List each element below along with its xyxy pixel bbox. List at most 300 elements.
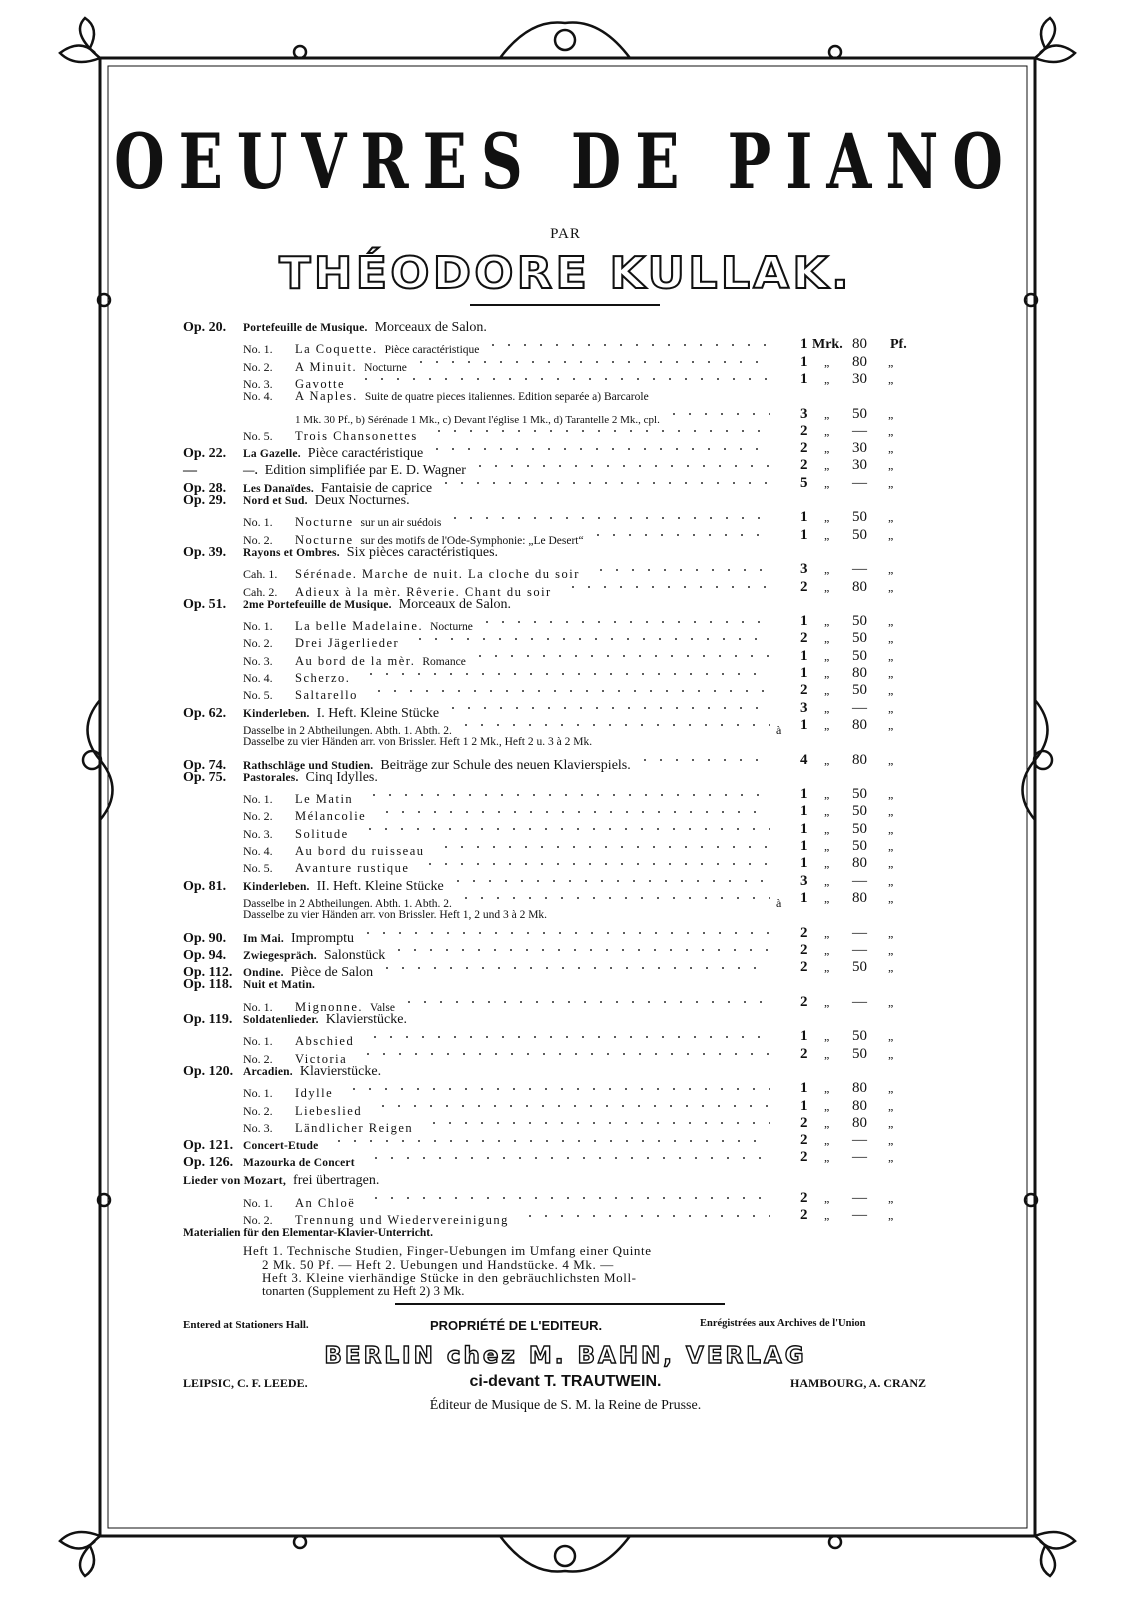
former-publisher: ci-devant T. TRAUTWEIN. xyxy=(469,1373,662,1390)
catalog-row xyxy=(183,336,908,357)
price-pfennig: 80 xyxy=(852,1114,867,1131)
price-marks: 2 xyxy=(800,1132,808,1149)
ditto-mark: „ xyxy=(888,821,894,836)
price-marks: 2 xyxy=(800,422,808,439)
price-marks: 2 xyxy=(800,1189,808,1206)
price xyxy=(790,873,908,890)
price-pfennig: — xyxy=(852,1149,867,1166)
item-description: I. Heft. Kleine Stücke xyxy=(316,705,440,721)
catalog-row xyxy=(183,872,908,894)
registered-note: Enrégistrées aux Archives de l'Union xyxy=(700,1318,866,1329)
dot-leader xyxy=(458,896,770,900)
dot-leader xyxy=(346,1087,770,1091)
composer-name: THÉODORE KULLAK. xyxy=(279,248,852,299)
item-title: Solitude xyxy=(295,826,349,841)
price xyxy=(790,336,908,353)
price-pfennig: — xyxy=(852,1189,867,1206)
item-title: Au bord de la mèr. xyxy=(295,653,416,668)
price-pfennig: 50 xyxy=(852,1028,867,1045)
opus-number: Op. 39. xyxy=(183,544,227,560)
catalog-row xyxy=(183,1189,908,1210)
ditto-mark: „ xyxy=(824,423,830,438)
price-pfennig: 50 xyxy=(852,959,867,976)
work-title: Les Danaïdes. xyxy=(243,482,314,495)
dot-leader xyxy=(331,1139,770,1143)
work-title: Concert-Etude xyxy=(243,1140,319,1153)
dot-leader xyxy=(472,464,770,468)
catalog-row xyxy=(183,492,908,509)
price-marks: 2 xyxy=(800,630,808,647)
ditto-mark: „ xyxy=(888,1190,894,1205)
item-title: Sérénade. Marche de nuit. La cloche du soir xyxy=(295,567,580,582)
ditto-mark: „ xyxy=(824,994,830,1009)
royal-appointment: Éditeur de Musique de S. M. la Reine de Prusse. xyxy=(429,1398,702,1413)
price-marks: 2 xyxy=(800,578,808,595)
item-number: No. 2. xyxy=(243,636,273,651)
item-number: No. 2. xyxy=(243,1213,273,1227)
item-title: Abschied xyxy=(295,1034,355,1049)
ditto-mark: „ xyxy=(824,1115,830,1130)
price xyxy=(790,994,908,1011)
price-pfennig: 80 xyxy=(852,353,867,370)
item-description: II. Heft. Kleine Stücke xyxy=(316,878,444,894)
item-number: No. 2. xyxy=(243,359,273,374)
ditto-mark: „ xyxy=(824,527,830,542)
divider-ornament xyxy=(470,304,660,306)
ditto-mark: „ xyxy=(824,804,830,819)
catalog-row xyxy=(183,1149,908,1171)
ditto-mark: „ xyxy=(824,579,830,594)
ditto-mark: „ xyxy=(888,890,894,905)
item-number: No. 2. xyxy=(243,809,273,824)
price-marks: 1 xyxy=(800,820,808,837)
each-marker: à xyxy=(776,895,782,910)
price xyxy=(790,1080,908,1097)
ditto-mark: „ xyxy=(888,1046,894,1061)
materialien-line: Heft 1. Technische Studien, Finger-Uebungen im Umfang einer Quinte xyxy=(243,1243,652,1258)
ditto-mark: „ xyxy=(888,648,894,663)
work-title: Pastorales. xyxy=(243,771,299,784)
ditto-mark: „ xyxy=(824,925,830,940)
price xyxy=(790,630,908,647)
price xyxy=(790,821,908,838)
catalog-row xyxy=(183,544,908,561)
catalog-row xyxy=(183,838,908,858)
opus-number: — xyxy=(183,463,197,479)
price xyxy=(790,959,908,976)
item-number: No. 1. xyxy=(243,515,273,530)
leipzig-agent: LEIPSIC, C. F. LEEDE. xyxy=(183,1376,308,1390)
dot-leader xyxy=(429,447,770,451)
item-number: No. 1. xyxy=(243,1034,273,1049)
dot-leader xyxy=(666,412,770,416)
item-number: No. 3. xyxy=(243,653,273,668)
item-description: Impromptu xyxy=(291,930,355,946)
price-marks: 3 xyxy=(800,699,808,716)
price xyxy=(790,561,908,578)
catalog-row xyxy=(183,993,908,1014)
catalog-row xyxy=(183,319,908,336)
ditto-mark: „ xyxy=(824,458,830,473)
price xyxy=(790,1207,908,1224)
catalog-row xyxy=(183,1063,908,1080)
dot-leader xyxy=(360,1052,770,1056)
price-pfennig: 50 xyxy=(852,405,867,422)
item-description: Fantaisie de caprice xyxy=(320,480,433,496)
price-pfennig: 30 xyxy=(852,370,867,387)
ditto-mark: „ xyxy=(888,423,894,438)
price xyxy=(790,1046,908,1063)
ditto-mark: „ xyxy=(824,1098,830,1113)
mark-unit: Mrk. xyxy=(812,337,843,353)
price-pfennig: 80 xyxy=(852,1080,867,1097)
materialien-line: tonarten (Supplement zu Heft 2) 3 Mk. xyxy=(262,1283,465,1298)
item-title: Avanture rustique xyxy=(295,861,410,876)
catalog-row xyxy=(183,422,908,443)
price-marks: 2 xyxy=(800,1045,808,1062)
opus-number: Op. 74. xyxy=(183,757,227,773)
work-title: La Gazelle. xyxy=(243,448,301,461)
dot-leader xyxy=(367,1035,770,1039)
item-number: No. 1. xyxy=(243,999,273,1014)
ditto-mark: „ xyxy=(824,475,830,490)
price-marks: 2 xyxy=(800,1149,808,1166)
price xyxy=(790,423,908,440)
dot-leader xyxy=(366,793,770,797)
price xyxy=(790,786,908,803)
item-title: Le Matin xyxy=(295,792,354,807)
price-marks: 2 xyxy=(800,959,808,976)
price xyxy=(790,613,908,630)
item-number: No. 4. xyxy=(243,844,273,858)
ditto-mark: „ xyxy=(824,614,830,629)
price-marks: 1 xyxy=(800,786,808,803)
item-number: No. 4. xyxy=(243,671,273,685)
dot-leader xyxy=(412,637,770,641)
ditto-mark: „ xyxy=(824,406,830,421)
price-marks: 1 xyxy=(800,665,808,681)
dot-leader xyxy=(368,1196,770,1200)
price xyxy=(790,1098,908,1115)
price-marks: 1 xyxy=(800,1028,808,1045)
price-marks: 3 xyxy=(800,872,808,889)
catalog-row xyxy=(183,665,908,685)
catalog-row xyxy=(183,474,908,496)
ditto-mark: „ xyxy=(888,527,894,542)
price-marks: 1 xyxy=(800,803,808,820)
property-note: PROPRIÉTÉ DE L'EDITEUR. xyxy=(430,1318,603,1333)
catalog-row xyxy=(183,820,908,841)
catalog-row xyxy=(183,370,908,391)
catalog-row xyxy=(183,405,908,426)
price xyxy=(790,717,908,734)
page-title: OEUVRES DE PIANO xyxy=(114,118,1017,207)
price-pfennig: 80 xyxy=(852,665,867,681)
price-marks: 2 xyxy=(800,682,808,699)
price-pfennig: 50 xyxy=(852,1045,867,1062)
item-title: A Naples. xyxy=(295,389,358,404)
work-title: Portefeuille de Musique. xyxy=(243,322,368,334)
price-pfennig: 50 xyxy=(852,613,867,630)
catalog-row xyxy=(183,596,908,613)
item-description: sur un air suédois xyxy=(360,517,442,530)
catalog-row xyxy=(183,699,908,721)
hamburg-agent: HAMBOURG, A. CRANZ xyxy=(790,1376,927,1390)
ditto-mark: „ xyxy=(824,354,830,369)
ditto-mark: „ xyxy=(824,856,830,871)
price-pfennig: 50 xyxy=(852,803,867,820)
ditto-mark: „ xyxy=(888,717,894,732)
item-description: Cinq Idylles. xyxy=(305,769,378,785)
work-title: 2me Portefeuille de Musique. xyxy=(243,598,392,611)
ditto-mark: „ xyxy=(824,839,830,853)
ditto-mark: „ xyxy=(824,821,830,836)
catalog-row xyxy=(183,959,908,981)
item-title: La belle Madelaine. xyxy=(295,619,424,634)
item-description: Salonstück xyxy=(323,947,386,963)
work-title: Im Mai. xyxy=(243,932,285,945)
item-title: Adieux à la mèr. Rêverie. Chant du soir xyxy=(295,584,552,599)
dot-leader xyxy=(450,879,770,883)
price-pfennig: 80 xyxy=(852,716,867,733)
ditto-mark: „ xyxy=(888,752,894,767)
ditto-mark: „ xyxy=(888,700,894,715)
catalog-row xyxy=(183,561,908,582)
ditto-mark: „ xyxy=(824,752,830,767)
dot-leader xyxy=(391,948,770,952)
price-marks: 1 xyxy=(800,1080,808,1097)
dot-leader xyxy=(445,706,770,710)
price xyxy=(790,1149,908,1166)
item-number: No. 2. xyxy=(243,1051,273,1066)
item-description: Nocturne xyxy=(364,361,407,374)
price-marks: 1 xyxy=(800,370,808,387)
price-marks: 1 xyxy=(800,613,808,630)
price-pfennig: 50 xyxy=(852,526,867,543)
item-note: Dasselbe zu vier Händen arr. von Brissler. Heft 1, 2 und 3 à 2 Mk. xyxy=(243,909,548,922)
ditto-mark: „ xyxy=(888,839,894,853)
price-marks: 2 xyxy=(800,1114,808,1131)
price-pfennig: 80 xyxy=(852,1097,867,1114)
item-description: Morceaux de Salon. xyxy=(374,320,487,335)
catalog-row xyxy=(183,751,908,773)
item-note: Dasselbe zu vier Händen arr. von Brissler. Heft 1 2 Mk., Heft 2 u. 3 à 2 Mk. xyxy=(243,736,593,749)
catalog-row xyxy=(183,889,908,910)
dot-leader xyxy=(438,845,770,849)
ditto-mark: „ xyxy=(888,804,894,819)
dot-leader xyxy=(447,516,770,520)
item-description: Klavierstücke. xyxy=(299,1063,382,1079)
work-title: Soldatenlieder. xyxy=(243,1014,319,1026)
opus-number: Op. 22. xyxy=(183,446,227,462)
opus-number: Op. 90. xyxy=(183,930,227,946)
catalog-row xyxy=(183,907,908,924)
dot-leader xyxy=(379,810,770,814)
catalog-row xyxy=(183,786,908,807)
catalog-row xyxy=(183,803,908,824)
price-marks: 5 xyxy=(800,474,808,491)
catalog-row xyxy=(183,1097,908,1118)
price-pfennig: — xyxy=(852,1132,867,1149)
price-pfennig: 80 xyxy=(852,751,867,768)
price-marks: 1 xyxy=(800,353,808,370)
divider-ornament xyxy=(395,1303,725,1305)
price xyxy=(790,838,908,855)
ditto-mark: „ xyxy=(888,1081,894,1096)
dot-leader xyxy=(379,966,770,970)
dot-leader xyxy=(522,1214,770,1218)
item-description: Klavierstücke. xyxy=(325,1012,407,1027)
item-number: No. 3. xyxy=(243,376,273,391)
ditto-mark: „ xyxy=(824,1190,830,1205)
item-title: Mignonne. xyxy=(295,999,364,1014)
dot-leader xyxy=(593,568,770,572)
item-description: Suite de quatre pieces italiennes. Edition separée a) Barcarole xyxy=(364,391,649,404)
ditto-mark: „ xyxy=(824,1081,830,1096)
dot-leader xyxy=(590,533,770,537)
item-description: Beiträge zur Schule des neuen Klavierspiels. xyxy=(380,757,631,773)
work-title: Ondine. xyxy=(243,967,284,980)
item-title: Ländlicher Reigen xyxy=(295,1120,414,1135)
item-description: Deux Nocturnes. xyxy=(314,493,410,508)
item-number: No. 1. xyxy=(243,342,273,357)
catalog-row xyxy=(183,716,908,737)
price-marks: 2 xyxy=(800,457,808,474)
catalog-row xyxy=(183,578,908,599)
price-marks: 1 xyxy=(800,889,808,906)
price xyxy=(790,406,908,423)
dot-leader xyxy=(479,620,770,624)
dot-leader xyxy=(360,931,770,935)
item-title: Scherzo. xyxy=(295,671,351,685)
catalog-row xyxy=(183,855,908,876)
item-description: Nocturne xyxy=(430,621,473,634)
ditto-mark: „ xyxy=(824,631,830,646)
dot-leader xyxy=(637,758,770,762)
price-pfennig: — xyxy=(852,474,867,491)
price-marks: 1 xyxy=(800,1097,808,1114)
item-note: Dasselbe in 2 Abtheilungen. Abth. 1. Abth. 2. xyxy=(243,724,452,737)
ditto-mark: „ xyxy=(824,717,830,732)
ditto-mark: „ xyxy=(888,371,894,386)
ditto-mark: „ xyxy=(888,562,894,577)
dot-leader xyxy=(363,672,770,676)
ditto-mark: „ xyxy=(888,1115,894,1130)
item-number: Cah. 1. xyxy=(243,567,278,582)
catalog-row xyxy=(183,769,908,786)
price-marks: 4 xyxy=(800,751,808,768)
price-marks: 2 xyxy=(800,440,808,457)
ditto-mark: „ xyxy=(888,441,894,456)
price xyxy=(790,440,908,457)
ditto-mark: „ xyxy=(824,960,830,975)
ditto-mark: „ xyxy=(888,1029,894,1044)
price-marks: 2 xyxy=(800,1207,808,1223)
ditto-mark: „ xyxy=(888,873,894,888)
dot-leader xyxy=(401,1000,770,1004)
dot-leader xyxy=(485,343,770,347)
ditto-mark: „ xyxy=(888,1098,894,1113)
price-marks: 3 xyxy=(800,561,808,578)
item-number: No. 3. xyxy=(243,826,273,841)
ditto-mark: „ xyxy=(888,1133,894,1148)
item-title: Victoria xyxy=(295,1051,348,1066)
ditto-mark: „ xyxy=(824,1208,830,1222)
item-title: Trennung und Wiedervereinigung xyxy=(295,1213,509,1227)
ditto-mark: „ xyxy=(824,666,830,680)
item-number: Cah. 2. xyxy=(243,584,278,599)
ditto-mark: „ xyxy=(888,475,894,490)
price-pfennig: 50 xyxy=(852,647,867,664)
price-marks: 1 xyxy=(800,716,808,733)
catalog-row xyxy=(183,1011,908,1028)
entered-note: Entered at Stationers Hall. xyxy=(183,1319,309,1331)
item-number: No. 2. xyxy=(243,1103,273,1118)
price-pfennig: — xyxy=(852,941,867,958)
publisher-name: BERLIN chez M. BAHN, VERLAG xyxy=(324,1343,807,1369)
ditto-mark: „ xyxy=(824,787,830,802)
price xyxy=(790,925,908,942)
catalog-row xyxy=(183,1045,908,1066)
price xyxy=(790,475,908,492)
item-title: Saltarello xyxy=(295,688,358,703)
item-description: Pièce caractéristique xyxy=(384,344,480,357)
ditto-mark: „ xyxy=(888,510,894,525)
price xyxy=(790,665,908,682)
price xyxy=(790,579,908,596)
catalog-row xyxy=(183,388,908,405)
ditto-mark: „ xyxy=(824,700,830,715)
materialien-heading: Materialien für den Elementar-Klavier-Unterricht. xyxy=(183,1227,433,1239)
item-number: No. 4. xyxy=(243,389,273,404)
dot-leader xyxy=(362,827,770,831)
price-marks: 3 xyxy=(800,405,808,422)
dot-leader xyxy=(438,481,770,485)
work-title: Arcadien. xyxy=(243,1065,293,1078)
ditto-mark: „ xyxy=(888,994,894,1009)
work-title: Lieder von Mozart, xyxy=(183,1173,287,1187)
item-description: frei übertragen. xyxy=(293,1173,380,1188)
opus-number: Op. 94. xyxy=(183,947,227,963)
catalog-row xyxy=(183,924,908,946)
price-marks: 2 xyxy=(800,924,808,941)
ditto-mark: „ xyxy=(824,1046,830,1061)
item-title: Trois Chansonettes xyxy=(295,428,418,443)
ditto-mark: „ xyxy=(888,406,894,421)
catalog-row xyxy=(183,630,908,651)
catalog-row xyxy=(183,1028,908,1049)
materialien-line: Heft 3. Kleine vierhändige Stücke in den gebräuchlichsten Moll- xyxy=(262,1270,637,1285)
ditto-mark: „ xyxy=(824,1029,830,1044)
price-pfennig: — xyxy=(852,699,867,716)
item-description: Six pièces caractéristiques. xyxy=(346,544,499,560)
item-description: Edition simplifiée par E. D. Wagner xyxy=(264,463,466,479)
item-title: Idylle xyxy=(295,1086,334,1101)
catalog-row xyxy=(183,734,908,751)
ditto-mark: „ xyxy=(888,1208,894,1222)
ditto-mark: „ xyxy=(888,1150,894,1165)
price-pfennig: — xyxy=(852,422,867,439)
ditto-mark: „ xyxy=(888,579,894,594)
ditto-mark: „ xyxy=(824,562,830,577)
dot-leader xyxy=(371,689,770,693)
work-title: Rayons et Ombres. xyxy=(243,546,340,559)
ditto-mark: „ xyxy=(824,683,830,698)
opus-number: Op. 120. xyxy=(183,1063,234,1079)
dot-leader xyxy=(472,654,770,658)
catalog-row xyxy=(183,509,908,530)
ditto-mark: „ xyxy=(888,614,894,629)
